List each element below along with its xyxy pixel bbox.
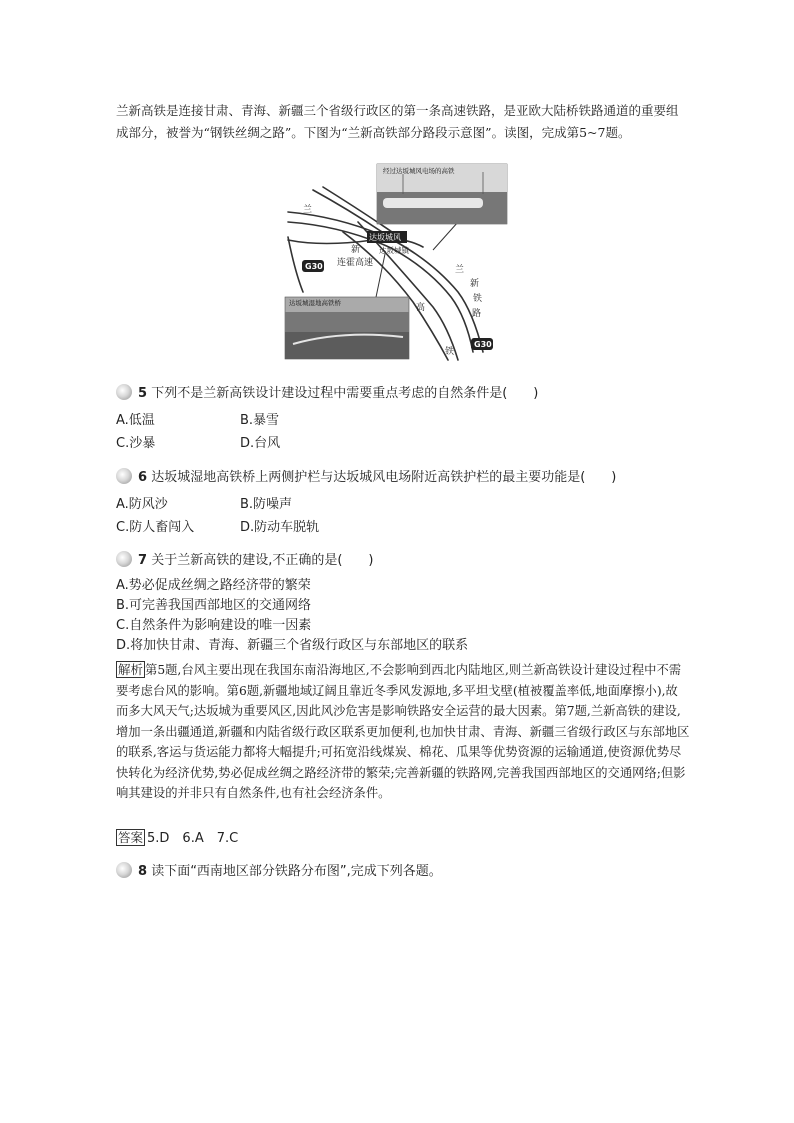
- label-xin-2: 新: [470, 279, 480, 289]
- wetland-bridge-photo: [285, 297, 409, 359]
- question-text: 7 关于兰新高铁的建设,不正确的是( ): [138, 553, 374, 568]
- analysis-tag: 解析: [118, 662, 144, 677]
- label-lan-2: 兰: [455, 265, 465, 275]
- question-5: [116, 382, 538, 451]
- option-a[interactable]: A.低温: [116, 413, 155, 428]
- analysis-block: [116, 660, 690, 804]
- question-text: 6 达坂城湿地高铁桥上两侧护栏与达坂城风电场附近高铁护栏的最主要功能是( ): [138, 470, 617, 485]
- lanxin-railway-map: [283, 162, 509, 362]
- road-line: [288, 237, 303, 292]
- label-g30-left: G30: [305, 262, 323, 271]
- label-lan: 兰: [303, 205, 313, 215]
- photo-bottom-caption: 达坂城湿地高铁桥: [289, 299, 341, 307]
- option-d[interactable]: D.将加快甘肃、青海、新疆三个省级行政区与东部地区的联系: [116, 638, 469, 653]
- label-xin: 新: [351, 245, 361, 255]
- wind-farm-photo: [377, 164, 507, 224]
- option-c[interactable]: C.自然条件为影响建设的唯一因素: [116, 618, 312, 633]
- answer-block: [116, 827, 238, 846]
- question-6: [116, 466, 616, 535]
- label-lianhuo-highway: 连霍高速: [337, 258, 374, 268]
- label-dabancheng-town: 达坂城镇: [379, 246, 409, 255]
- question-7: [116, 549, 468, 656]
- option-b[interactable]: B.可完善我国西部地区的交通网络: [116, 598, 312, 613]
- option-d[interactable]: D.台风: [240, 436, 281, 451]
- photo-top-caption: 经过达坂城风电场的高铁: [383, 167, 455, 175]
- question-bullet-icon: [116, 862, 132, 878]
- option-b[interactable]: B.防噪声: [240, 497, 293, 512]
- option-a[interactable]: A.势必促成丝绸之路经济带的繁荣: [116, 578, 311, 593]
- label-dabancheng: 达坂城风: [369, 233, 401, 242]
- option-b[interactable]: B.暴雪: [240, 413, 280, 428]
- option-a[interactable]: A.防风沙: [116, 497, 168, 512]
- question-text: 8 读下面“西南地区部分铁路分布图”,完成下列各题。: [138, 864, 442, 879]
- label-tie-2: 铁: [473, 294, 483, 304]
- label-gao: 高: [416, 303, 426, 313]
- answer-text: 5.D 6.A 7.C: [147, 831, 239, 846]
- question-bullet-icon: [116, 384, 132, 400]
- question-bullet-icon: [116, 551, 132, 567]
- intro-paragraph: 兰新高铁是连接甘肃、青海、新疆三个省级行政区的第一条高速铁路，是亚欧大陆桥铁路通道的重要组成部分，被誉为“钢铁丝绸之路”。下图为“兰新高铁部分路段示意图”。读图，完成第5~7题。: [116, 103, 679, 140]
- analysis-text: 第5题,台风主要出现在我国东南沿海地区,不会影响到西北内陆地区,则兰新高铁设计建设过程中不需要考虑台风的影响。第6题,新疆地域辽阔且靠近冬季风发源地,多平坦戈壁(植被覆盖率低,地面摩擦小),故而多大风天气;达坂城为重要风区,因此风沙危害是影响铁路安全运营的最大因素。第7题,兰新高铁的建设,增加一条出疆通道,新疆和内陆省级行政区联系更加便利,也加快甘肃、青海、新疆三省级行政区与东部地区的联系,客运与货运能力都将大幅提升;可拓宽沿线煤炭、棉花、瓜果等优势资源的运输通道,使资源优势尽快转化为经济优势,势必促成丝绸之路经济带的繁荣;完善新疆的铁路网,完善我国西部地区的交通网络;但影响其建设的并非只有自然条件,也有社会经济条件。: [116, 663, 690, 800]
- question-bullet-icon: [116, 468, 132, 484]
- option-c[interactable]: C.沙暴: [116, 436, 156, 451]
- question-text: 5 下列不是兰新高铁设计建设过程中需要重点考虑的自然条件是( ): [138, 386, 539, 401]
- label-lu: 路: [472, 309, 482, 319]
- label-tie: 铁: [445, 347, 455, 357]
- option-c[interactable]: C.防人畜闯入: [116, 520, 195, 535]
- option-d[interactable]: D.防动车脱轨: [240, 520, 320, 535]
- answer-tag: 答案: [118, 830, 144, 845]
- question-8: [116, 860, 442, 879]
- label-g30-right: G30: [474, 340, 492, 349]
